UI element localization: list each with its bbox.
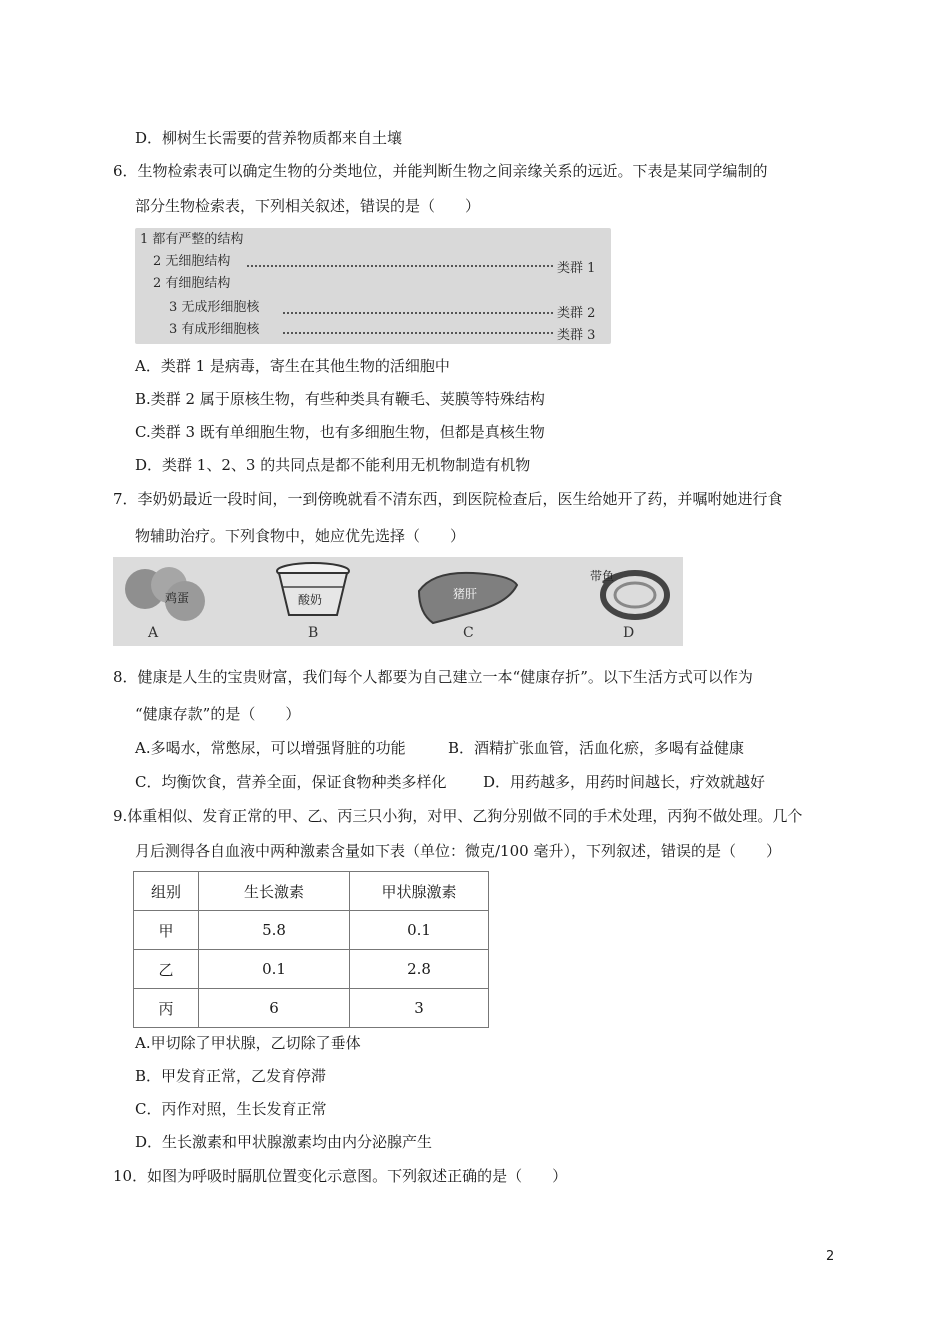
food-label-d: 带鱼 bbox=[590, 569, 615, 583]
table-cell: 6 bbox=[199, 989, 350, 1028]
table-header-cell: 生长激素 bbox=[199, 872, 350, 911]
food-label-b: 酸奶 bbox=[298, 593, 323, 607]
yogurt-cup-illustration bbox=[273, 559, 353, 621]
q9-option-d: D．生长激素和甲状腺激素均由内分泌腺产生 bbox=[135, 1133, 433, 1151]
table-header-cell: 甲状腺激素 bbox=[350, 872, 489, 911]
key-dots-2 bbox=[283, 312, 553, 314]
classification-key-image bbox=[135, 228, 611, 344]
table-cell: 丙 bbox=[134, 989, 199, 1028]
q9-option-c: C．丙作对照，生长发育正常 bbox=[135, 1100, 327, 1118]
q8-stem-line1: 8．健康是人生的宝贵财富，我们每个人都要为自己建立一本“健康存折”。以下生活方式可以作为 bbox=[113, 668, 753, 686]
table-row bbox=[134, 989, 489, 1028]
food-letter-c: C bbox=[463, 625, 474, 641]
q10-stem: 10．如图为呼吸时膈肌位置变化示意图。下列叙述正确的是（ ） bbox=[113, 1167, 568, 1185]
key-line-5: 3 有成形细胞核 bbox=[169, 322, 260, 337]
key-dots-3 bbox=[283, 332, 553, 334]
q9-option-a: A.甲切除了甲状腺，乙切除了垂体 bbox=[135, 1034, 361, 1052]
table-cell: 2.8 bbox=[350, 950, 489, 989]
food-label-a: 鸡蛋 bbox=[165, 591, 190, 605]
q9-stem-line1: 9.体重相似、发育正常的甲、乙、丙三只小狗，对甲、乙狗分别做不同的手术处理，丙狗不做处理。几个 bbox=[113, 807, 803, 825]
q8-option-a: A.多喝水，常憋尿，可以增强肾脏的功能 bbox=[135, 739, 406, 757]
q9-stem-line2: 月后测得各自血液中两种激素含量如下表（单位：微克/100 毫升），下列叙述，错误的是（ ） bbox=[135, 842, 781, 860]
table-row bbox=[134, 950, 489, 989]
table-header-cell: 组别 bbox=[134, 872, 199, 911]
q6-option-b: B.类群 2 属于原核生物，有些种类具有鞭毛、荚膜等特殊结构 bbox=[135, 390, 545, 408]
table-header-row bbox=[134, 872, 489, 911]
q8-stem-line2: “健康存款”的是（ ） bbox=[135, 705, 301, 723]
table-cell: 0.1 bbox=[350, 911, 489, 950]
key-line-4: 3 无成形细胞核 bbox=[169, 300, 260, 315]
table-cell: 0.1 bbox=[199, 950, 350, 989]
q8-option-d: D．用药越多，用药时间越长，疗效就越好 bbox=[483, 773, 766, 791]
q7-stem-line1: 7．李奶奶最近一段时间，一到傍晚就看不清东西，到医院检查后，医生给她开了药，并嘱咐她进行食 bbox=[113, 490, 783, 508]
hormone-table bbox=[133, 871, 489, 1028]
table-row bbox=[134, 911, 489, 950]
food-letter-b: B bbox=[308, 625, 319, 641]
key-line-3: 2 有细胞结构 bbox=[153, 276, 231, 291]
table-cell: 甲 bbox=[134, 911, 199, 950]
q6-stem-line1: 6．生物检索表可以确定生物的分类地位，并能判断生物之间亲缘关系的远近。下表是某同学编制的 bbox=[113, 162, 768, 180]
q6-option-d: D．类群 1、2、3 的共同点是都不能利用无机物制造有机物 bbox=[135, 456, 531, 474]
table-cell: 乙 bbox=[134, 950, 199, 989]
q6-option-a: A．类群 1 是病毒，寄生在其他生物的活细胞中 bbox=[135, 357, 450, 375]
key-line-1: 1 都有严整的结构 bbox=[140, 232, 244, 247]
q9-option-b: B．甲发育正常，乙发育停滞 bbox=[135, 1067, 327, 1085]
food-label-c: 猪肝 bbox=[453, 587, 478, 601]
table-cell: 5.8 bbox=[199, 911, 350, 950]
q5-option-d: D．柳树生长需要的营养物质都来自土壤 bbox=[135, 129, 403, 147]
key-group-3: 类群 3 bbox=[557, 328, 596, 343]
key-group-1: 类群 1 bbox=[557, 261, 596, 276]
key-line-2: 2 无细胞结构 bbox=[153, 254, 231, 269]
table-cell: 3 bbox=[350, 989, 489, 1028]
food-options-image bbox=[113, 557, 683, 646]
q6-option-c: C.类群 3 既有单细胞生物，也有多细胞生物，但都是真核生物 bbox=[135, 423, 545, 441]
page-number: 2 bbox=[826, 1249, 835, 1264]
q7-stem-line2: 物辅助治疗。下列食物中，她应优先选择（ ） bbox=[135, 527, 466, 545]
food-letter-a: A bbox=[148, 625, 159, 641]
key-dots-1 bbox=[247, 265, 553, 267]
food-letter-d: D bbox=[623, 625, 635, 641]
key-group-2: 类群 2 bbox=[557, 306, 596, 321]
q8-option-b: B．酒精扩张血管，活血化瘀，多喝有益健康 bbox=[448, 739, 745, 757]
q6-stem-line2: 部分生物检索表，下列相关叙述，错误的是（ ） bbox=[135, 197, 481, 215]
q8-option-c: C．均衡饮食，营养全面，保证食物种类多样化 bbox=[135, 773, 447, 791]
